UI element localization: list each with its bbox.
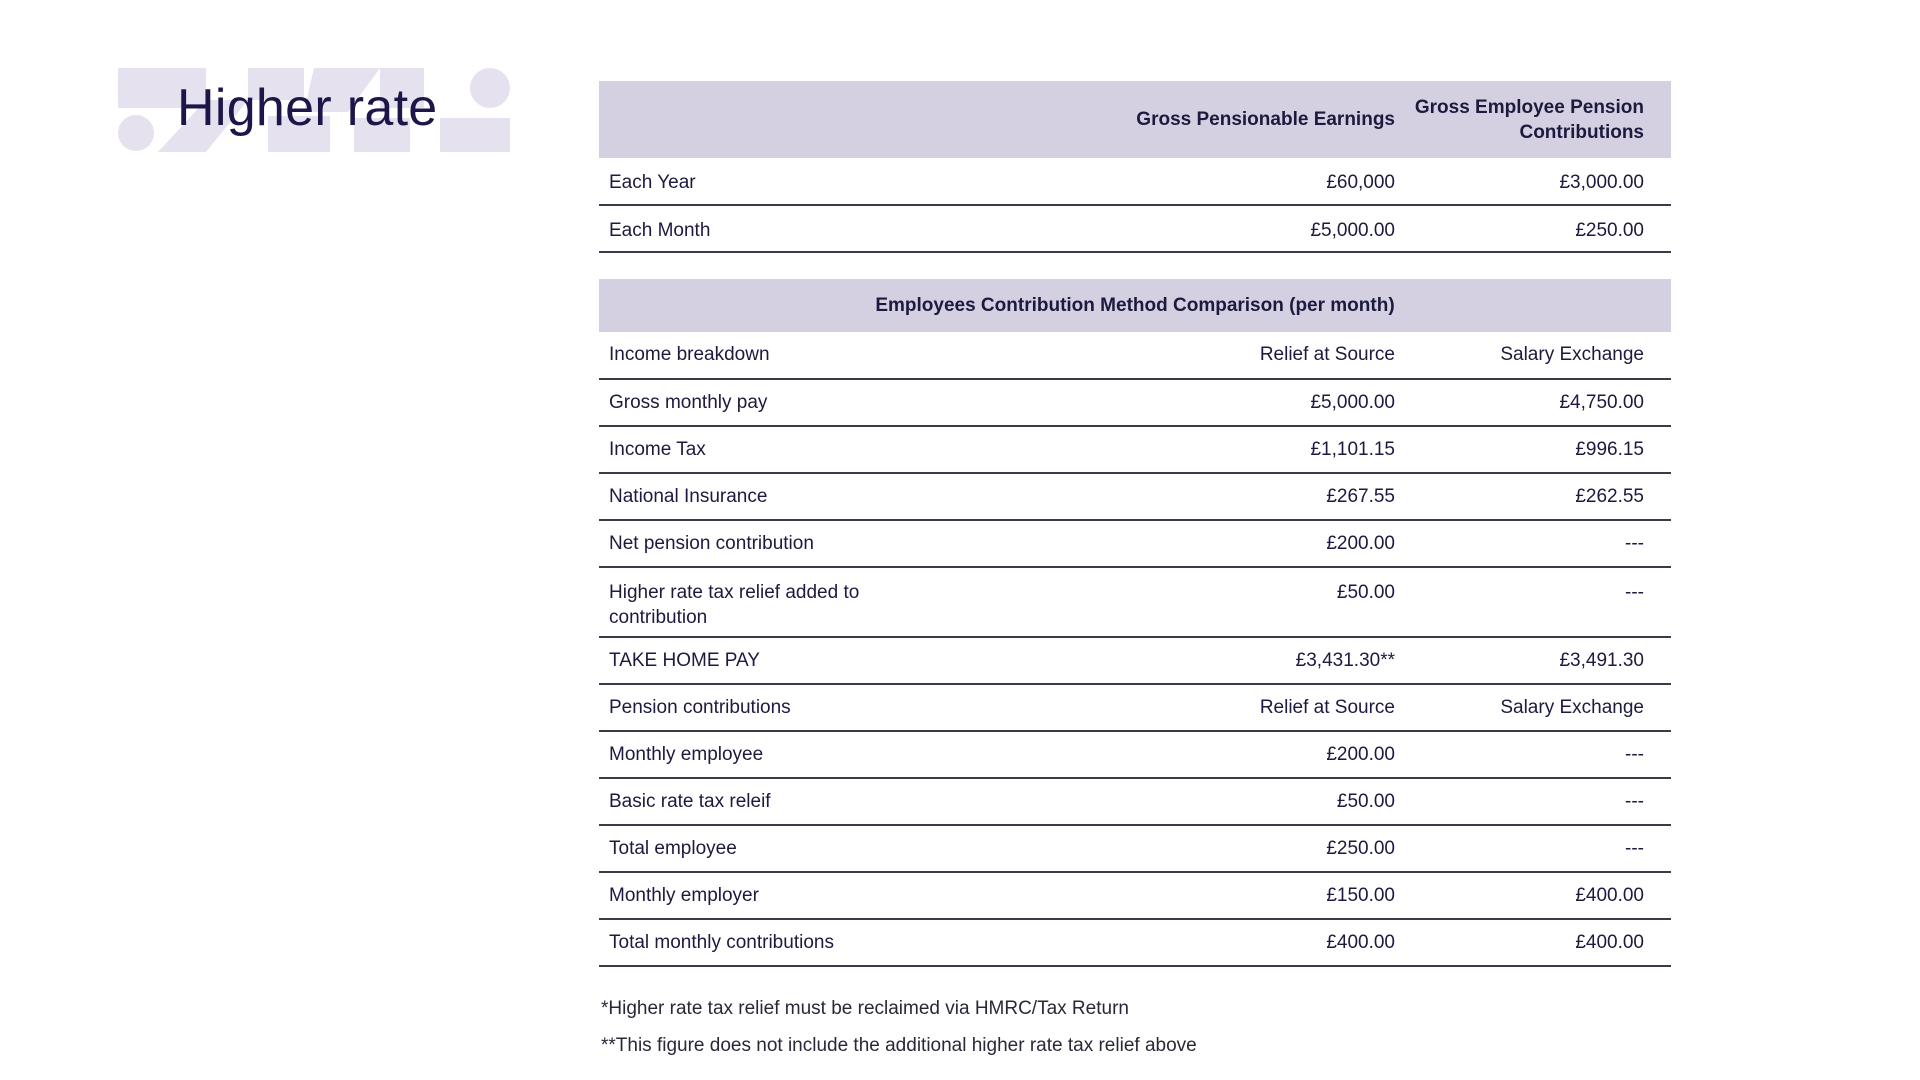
row-earnings: £60,000	[1019, 158, 1409, 205]
table-row	[599, 332, 1671, 379]
row-salary-exchange: £262.55	[1409, 473, 1671, 520]
comparison-table-title: Employees Contribution Method Comparison (per month)	[875, 294, 1395, 316]
row-label: Each Month	[599, 205, 1019, 252]
row-label: Total employee	[599, 825, 1019, 872]
row-label: Net pension contribution	[599, 520, 1019, 567]
row-label: TAKE HOME PAY	[599, 637, 1019, 684]
table-row	[599, 731, 1671, 778]
footnote-take-home-pay: **This figure does not include the additional higher rate tax relief above	[601, 1035, 1197, 1056]
row-earnings: £5,000.00	[1019, 205, 1409, 252]
earnings-summary-table	[599, 81, 1671, 253]
row-salary-exchange: £400.00	[1409, 919, 1671, 966]
row-salary-exchange: £400.00	[1409, 872, 1671, 919]
row-salary-exchange: ---	[1409, 778, 1671, 825]
row-salary-exchange: Salary Exchange	[1409, 332, 1671, 379]
row-label: Basic rate tax releif	[599, 778, 1019, 825]
row-salary-exchange: £3,491.30	[1409, 637, 1671, 684]
table-row	[599, 778, 1671, 825]
row-label: Higher rate tax relief added to contribution	[599, 567, 1019, 637]
row-salary-exchange: £4,750.00	[1409, 379, 1671, 426]
summary-header-contributions: Gross Employee Pension Contributions	[1414, 96, 1644, 143]
row-relief-at-source: £250.00	[1019, 825, 1409, 872]
page-title: Higher rate	[177, 79, 438, 137]
row-label: Total monthly contributions	[599, 919, 1019, 966]
table-row	[599, 637, 1671, 684]
row-relief-at-source: £267.55	[1019, 473, 1409, 520]
table-row	[599, 872, 1671, 919]
row-label: Income Tax	[599, 426, 1019, 473]
table-row	[599, 473, 1671, 520]
row-relief-at-source: £5,000.00	[1019, 379, 1409, 426]
footnotes	[601, 990, 1197, 1064]
table-row	[599, 919, 1671, 966]
row-label: Monthly employer	[599, 872, 1019, 919]
table-row	[599, 520, 1671, 567]
row-relief-at-source: £200.00	[1019, 520, 1409, 567]
table-row	[599, 205, 1671, 252]
row-label: Each Year	[599, 158, 1019, 205]
summary-header-label	[599, 81, 1019, 158]
row-label: Income breakdown	[599, 332, 1019, 379]
row-contributions: £3,000.00	[1409, 158, 1671, 205]
row-relief-at-source: £50.00	[1019, 567, 1409, 637]
row-relief-at-source: £150.00	[1019, 872, 1409, 919]
row-relief-at-source: £400.00	[1019, 919, 1409, 966]
summary-header-earnings: Gross Pensionable Earnings	[1136, 109, 1395, 130]
row-label: Monthly employee	[599, 731, 1019, 778]
row-salary-exchange: £996.15	[1409, 426, 1671, 473]
row-label: Gross monthly pay	[599, 379, 1019, 426]
row-salary-exchange: Salary Exchange	[1409, 684, 1671, 731]
footnote-higher-rate-relief: *Higher rate tax relief must be reclaimed via HMRC/Tax Return	[601, 998, 1129, 1019]
row-relief-at-source: £200.00	[1019, 731, 1409, 778]
table-row	[599, 426, 1671, 473]
summary-header-row	[599, 81, 1671, 158]
table-row	[599, 825, 1671, 872]
table-row	[599, 684, 1671, 731]
row-salary-exchange: ---	[1409, 567, 1671, 637]
table-row	[599, 158, 1671, 205]
contribution-comparison-table	[599, 279, 1671, 967]
row-relief-at-source: £3,431.30**	[1019, 637, 1409, 684]
row-relief-at-source: Relief at Source	[1019, 684, 1409, 731]
table-row	[599, 567, 1671, 637]
row-label: National Insurance	[599, 473, 1019, 520]
row-salary-exchange: ---	[1409, 825, 1671, 872]
table-row	[599, 379, 1671, 426]
row-salary-exchange: ---	[1409, 520, 1671, 567]
row-relief-at-source: £50.00	[1019, 778, 1409, 825]
row-contributions: £250.00	[1409, 205, 1671, 252]
row-salary-exchange: ---	[1409, 731, 1671, 778]
row-label: Pension contributions	[599, 684, 1019, 731]
row-relief-at-source: £1,101.15	[1019, 426, 1409, 473]
row-relief-at-source: Relief at Source	[1019, 332, 1409, 379]
comparison-header-row	[599, 279, 1671, 332]
